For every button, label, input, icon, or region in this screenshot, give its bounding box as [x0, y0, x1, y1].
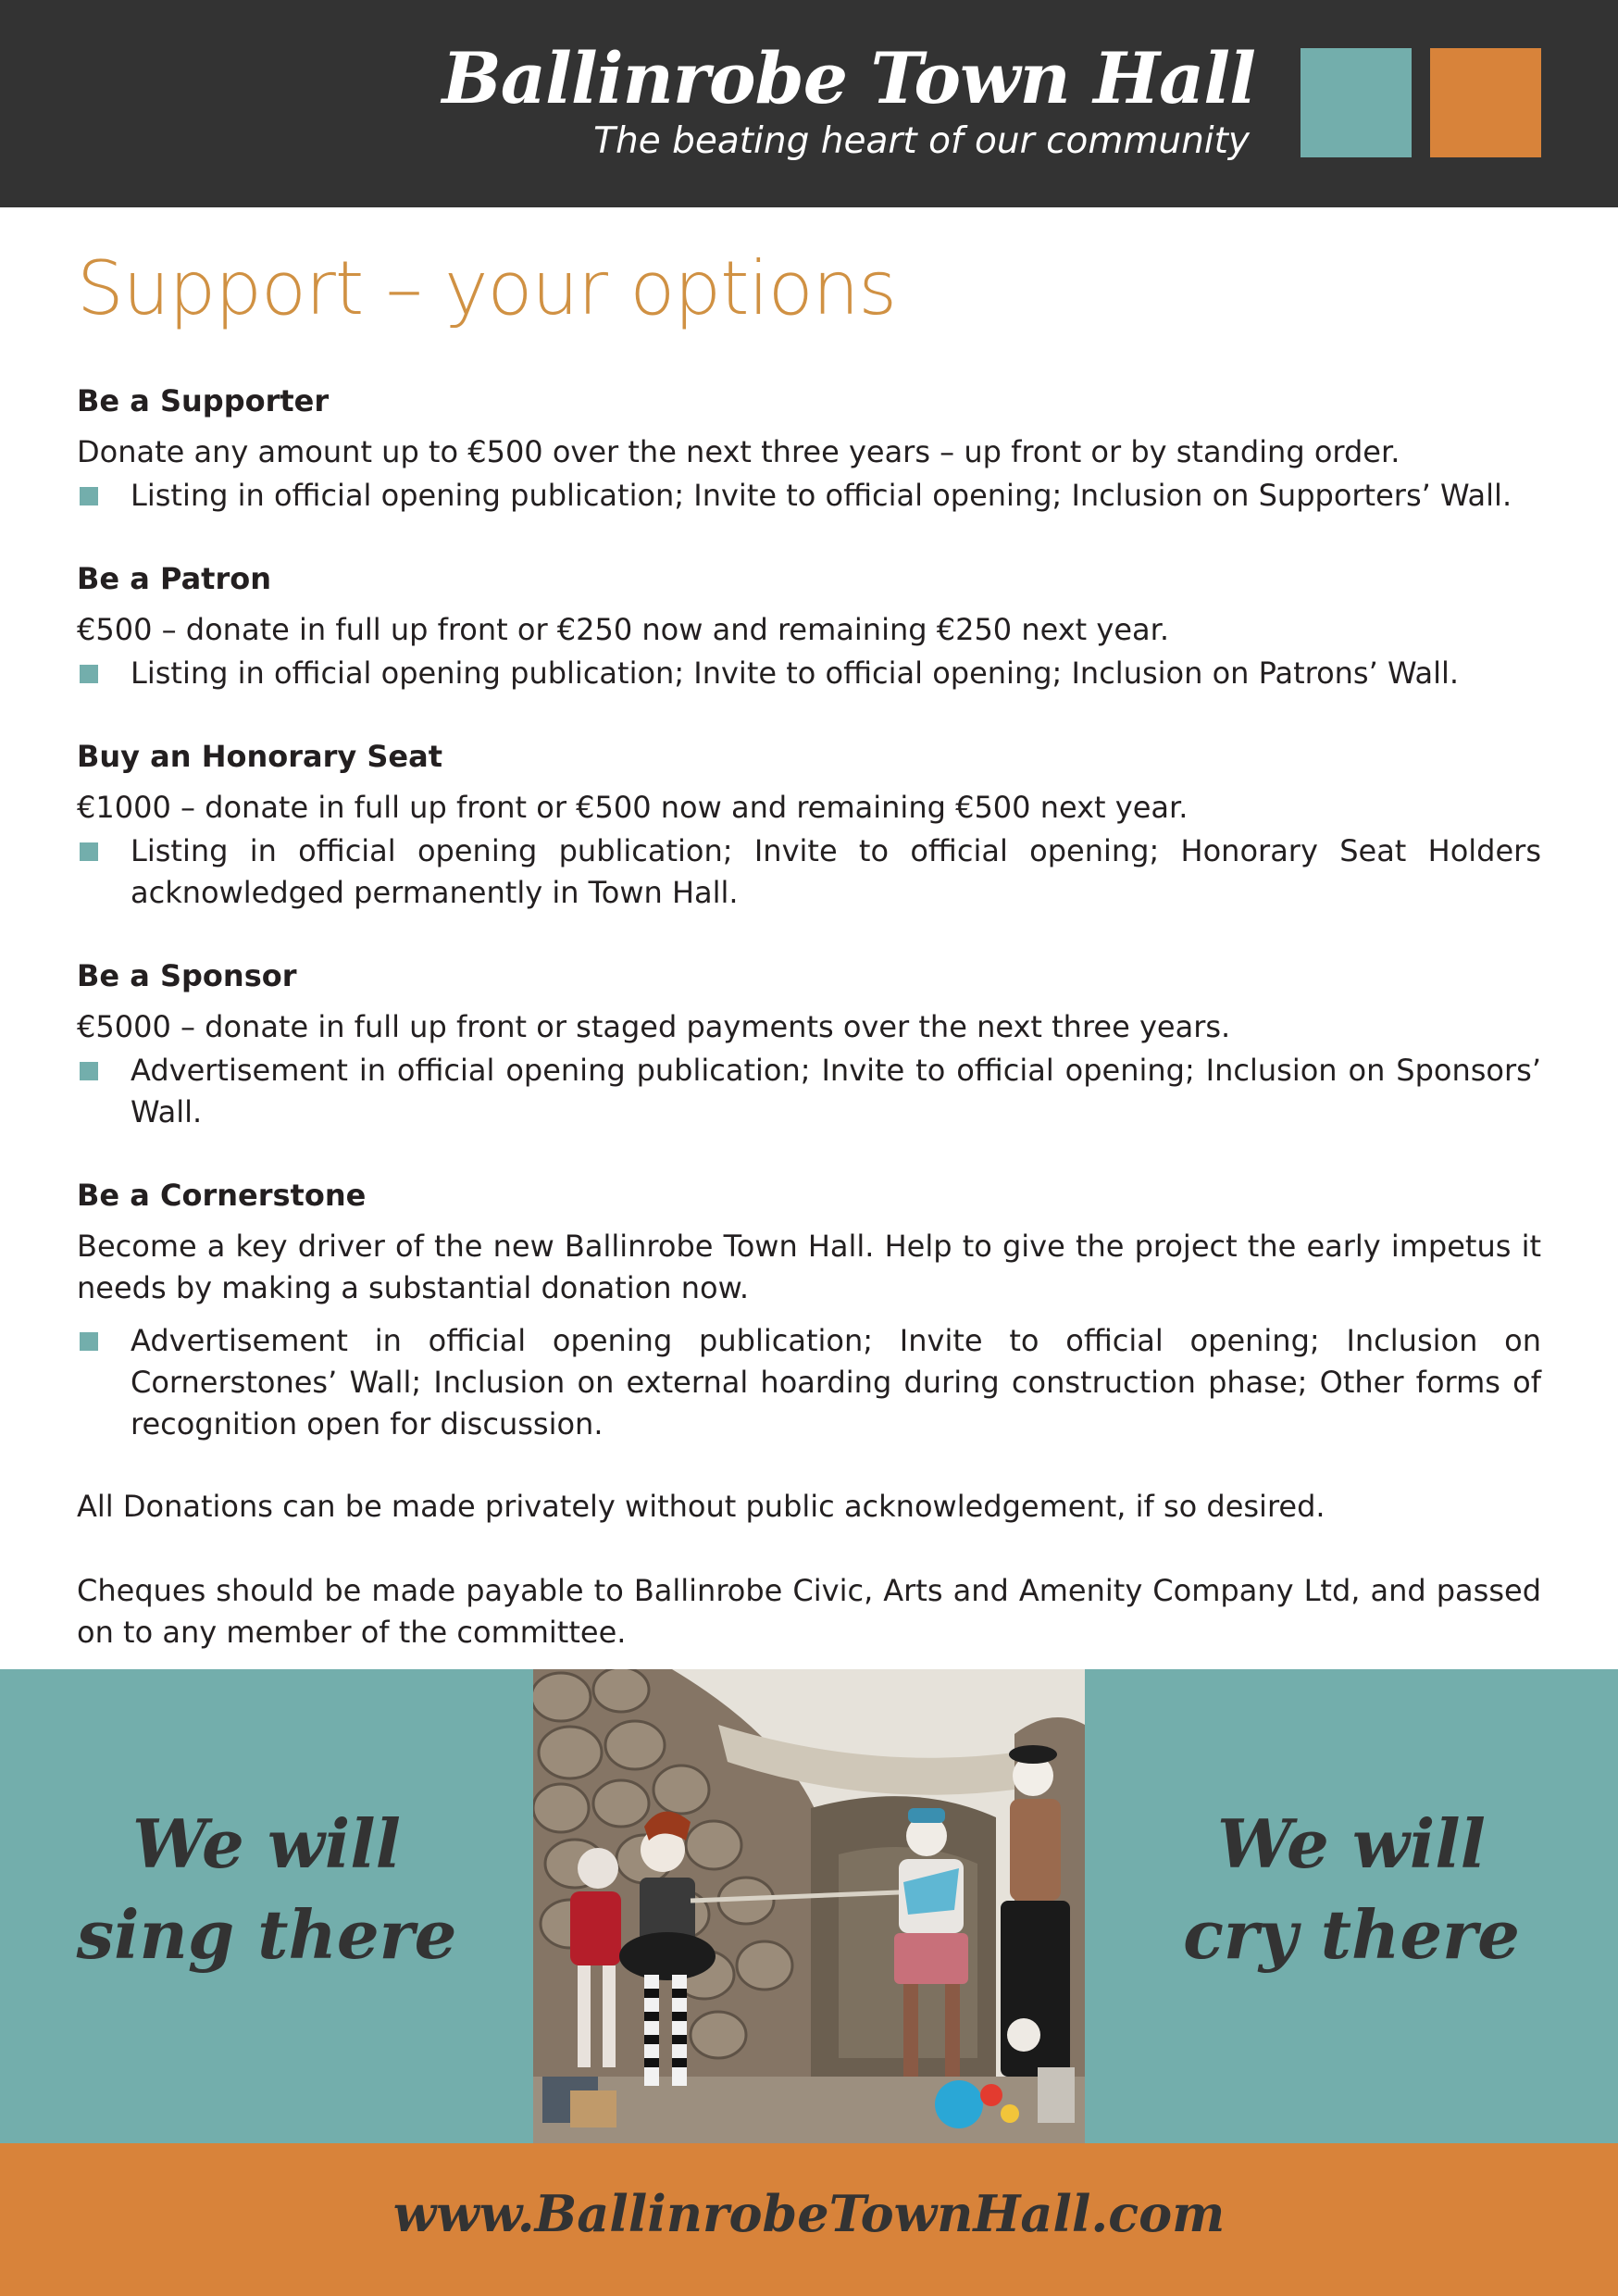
option-title: Buy an Honorary Seat — [77, 739, 443, 774]
benefit-text: Listing in official opening publication; Invite to official opening; Honorary Seat Holders acknowledged permanently in Town Hall. — [131, 833, 1541, 910]
option-description: Become a key driver of the new Ballinrobe Town Hall. Help to give the project the early impetus it needs by making a substantial donation now. — [77, 1229, 1541, 1305]
privacy-note: All Donations can be made privately without public acknowledgement, if so desired. — [77, 1489, 1326, 1524]
header-banner — [0, 0, 1618, 207]
slogan-band — [0, 1669, 1618, 2143]
benefit-list-item — [77, 475, 1541, 517]
square-bullet-icon — [80, 842, 98, 861]
benefit-text: Listing in official opening publication; Invite to official opening; Inclusion on Supporters’ Wall. — [131, 478, 1512, 513]
option-supporter — [77, 380, 1541, 517]
option-title: Be a Patron — [77, 561, 271, 596]
website-url: www.BallinrobeTownHall.com — [392, 2184, 1226, 2243]
option-title: Be a Sponsor — [77, 958, 297, 993]
option-description: €500 – donate in full up front or €250 now and remaining €250 next year. — [77, 612, 1170, 647]
theatre-photo-icon — [533, 1669, 1085, 2143]
slogan-right — [1085, 1799, 1618, 1980]
cheques-note: Cheques should be made payable to Ballinrobe Civic, Arts and Amenity Company Ltd, and passed on to any member of the committee. — [77, 1573, 1541, 1650]
slogan-left — [0, 1799, 533, 1980]
theatre-performers-photo — [533, 1669, 1085, 2143]
benefit-text: Listing in official opening publication; Invite to official opening; Inclusion on Patrons’ Wall. — [131, 655, 1460, 691]
option-description: €1000 – donate in full up front or €500 now and remaining €500 next year. — [77, 790, 1189, 825]
site-title: Ballinrobe Town Hall — [442, 37, 1255, 119]
option-description: €5000 – donate in full up front or staged payments over the next three years. — [77, 1009, 1231, 1044]
benefit-list-item — [77, 1320, 1541, 1445]
main-content — [77, 245, 1541, 1653]
option-sponsor — [77, 955, 1541, 1133]
benefit-text: Advertisement in official opening publication; Invite to official opening; Inclusion on Cornerstones’ Wall; Inclusion on external hoarding during construction phase; Other forms of recognition open for discussion. — [131, 1323, 1541, 1441]
slogan-left-line2: sing there — [76, 1895, 457, 1974]
site-tagline: The beating heart of our community — [593, 120, 1250, 162]
option-title: Be a Cornerstone — [77, 1178, 367, 1213]
benefit-list-item — [77, 1050, 1541, 1133]
page-title: Support – your options — [77, 245, 897, 331]
footer-banner — [0, 2143, 1618, 2296]
square-bullet-icon — [80, 487, 98, 505]
option-description: Donate any amount up to €500 over the next three years – up front or by standing order. — [77, 434, 1400, 469]
slogan-left-line1: We will — [132, 1804, 401, 1883]
slogan-right-line2: cry there — [1183, 1895, 1520, 1974]
option-title: Be a Supporter — [77, 383, 330, 418]
benefit-list-item — [77, 653, 1541, 694]
slogan-right-line1: We will — [1217, 1804, 1486, 1883]
square-bullet-icon — [80, 1332, 98, 1351]
benefit-text: Advertisement in official opening publication; Invite to official opening; Inclusion on Sponsors’ Wall. — [131, 1053, 1541, 1129]
option-cornerstone — [77, 1174, 1541, 1445]
orange-square-decoration — [1430, 48, 1541, 157]
square-bullet-icon — [80, 665, 98, 683]
teal-square-decoration — [1301, 48, 1412, 157]
option-honorary-seat — [77, 735, 1541, 914]
square-bullet-icon — [80, 1062, 98, 1080]
option-patron — [77, 557, 1541, 694]
benefit-list-item — [77, 830, 1541, 914]
